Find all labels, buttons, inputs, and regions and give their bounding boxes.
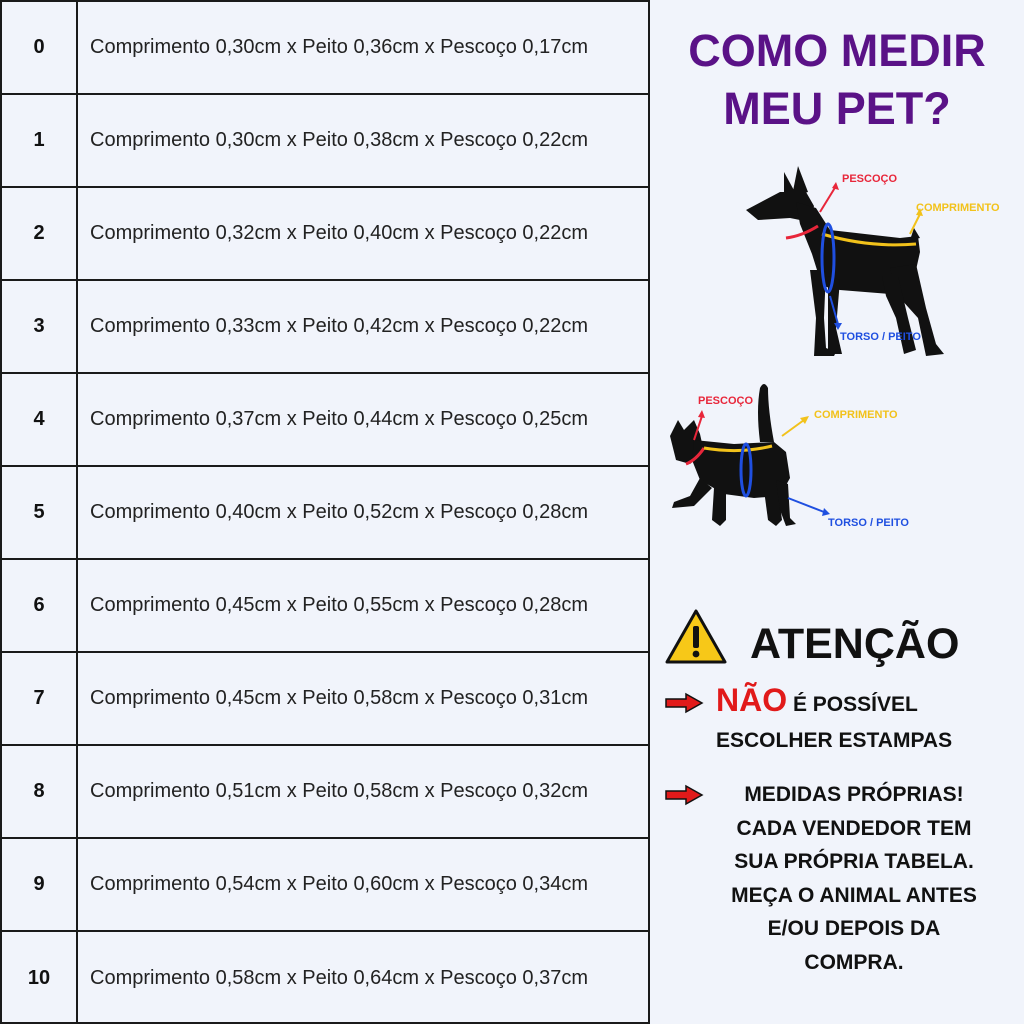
notice-measures xyxy=(694,778,1014,979)
size-row xyxy=(2,932,648,1024)
size-row xyxy=(2,374,648,467)
cat-label-pescoco: PESCOÇO xyxy=(698,395,754,407)
size-row xyxy=(2,467,648,560)
size-measurements: Comprimento 0,37cm x Peito 0,44cm x Pescoço 0,25cm xyxy=(90,408,588,430)
size-measurements: Comprimento 0,33cm x Peito 0,42cm x Pescoço 0,22cm xyxy=(90,315,588,337)
size-number: 5 xyxy=(2,467,78,558)
size-row xyxy=(2,281,648,374)
notice-rest-1: É POSSÍVEL xyxy=(787,693,918,716)
size-measurements: Comprimento 0,58cm x Peito 0,64cm x Pescoço 0,37cm xyxy=(90,967,588,989)
page-title xyxy=(660,22,1014,138)
notice-prints xyxy=(716,682,952,759)
cat-label-torso: TORSO / PEITO xyxy=(828,517,909,529)
cat-label-comprimento: COMPRIMENTO xyxy=(814,409,898,421)
size-measurements: Comprimento 0,32cm x Peito 0,40cm x Pescoço 0,22cm xyxy=(90,222,588,244)
size-measurements: Comprimento 0,30cm x Peito 0,38cm x Pescoço 0,22cm xyxy=(90,129,588,151)
size-number: 1 xyxy=(2,95,78,186)
size-number: 6 xyxy=(2,560,78,651)
size-number: 10 xyxy=(2,932,78,1024)
size-row xyxy=(2,2,648,95)
dog-label-pescoco: PESCOÇO xyxy=(842,173,898,185)
size-row xyxy=(2,560,648,653)
size-measurements: Comprimento 0,30cm x Peito 0,36cm x Pescoço 0,17cm xyxy=(90,36,588,58)
warning-title: ATENÇÃO xyxy=(750,620,960,668)
size-row xyxy=(2,653,648,746)
notice2-line: COMPRA. xyxy=(804,950,904,974)
title-line-1: COMO MEDIR xyxy=(688,25,986,76)
size-measurements: Comprimento 0,40cm x Peito 0,52cm x Pescoço 0,28cm xyxy=(90,501,588,523)
dog-label-torso: TORSO / PEITO xyxy=(840,331,921,343)
size-measurements: Comprimento 0,45cm x Peito 0,58cm x Pescoço 0,31cm xyxy=(90,687,588,709)
warning-triangle-icon xyxy=(664,608,728,666)
size-number: 8 xyxy=(2,746,78,837)
notice-line-2: ESCOLHER ESTAMPAS xyxy=(716,729,953,752)
notice2-line: CADA VENDEDOR TEM xyxy=(736,816,972,840)
size-row xyxy=(2,746,648,839)
cat-measure-figure xyxy=(664,380,964,540)
size-row xyxy=(2,95,648,188)
size-measurements: Comprimento 0,45cm x Peito 0,55cm x Pescoço 0,28cm xyxy=(90,594,588,616)
notice-nao: NÃO xyxy=(716,682,788,718)
dog-silhouette-icon xyxy=(746,166,944,356)
size-number: 0 xyxy=(2,2,78,93)
size-number: 2 xyxy=(2,188,78,279)
size-number: 7 xyxy=(2,653,78,744)
notice2-line: E/OU DEPOIS DA xyxy=(767,917,941,940)
red-arrow-icon xyxy=(664,692,704,714)
size-row xyxy=(2,839,648,932)
notice2-line: MEÇA O ANIMAL ANTES xyxy=(731,883,977,907)
size-row xyxy=(2,188,648,281)
size-number: 3 xyxy=(2,281,78,372)
size-measurements: Comprimento 0,51cm x Peito 0,58cm x Pescoço 0,32cm xyxy=(90,780,588,802)
size-measurements: Comprimento 0,54cm x Peito 0,60cm x Pescoço 0,34cm xyxy=(90,873,588,895)
title-line-2: MEU PET? xyxy=(723,83,951,134)
size-number: 4 xyxy=(2,374,78,465)
dog-label-comprimento: COMPRIMENTO xyxy=(916,202,1000,214)
size-number: 9 xyxy=(2,839,78,930)
notice2-line: SUA PRÓPRIA TABELA. xyxy=(734,850,974,873)
dog-measure-figure xyxy=(740,158,1020,363)
notice2-line: MEDIDAS PRÓPRIAS! xyxy=(744,783,964,806)
